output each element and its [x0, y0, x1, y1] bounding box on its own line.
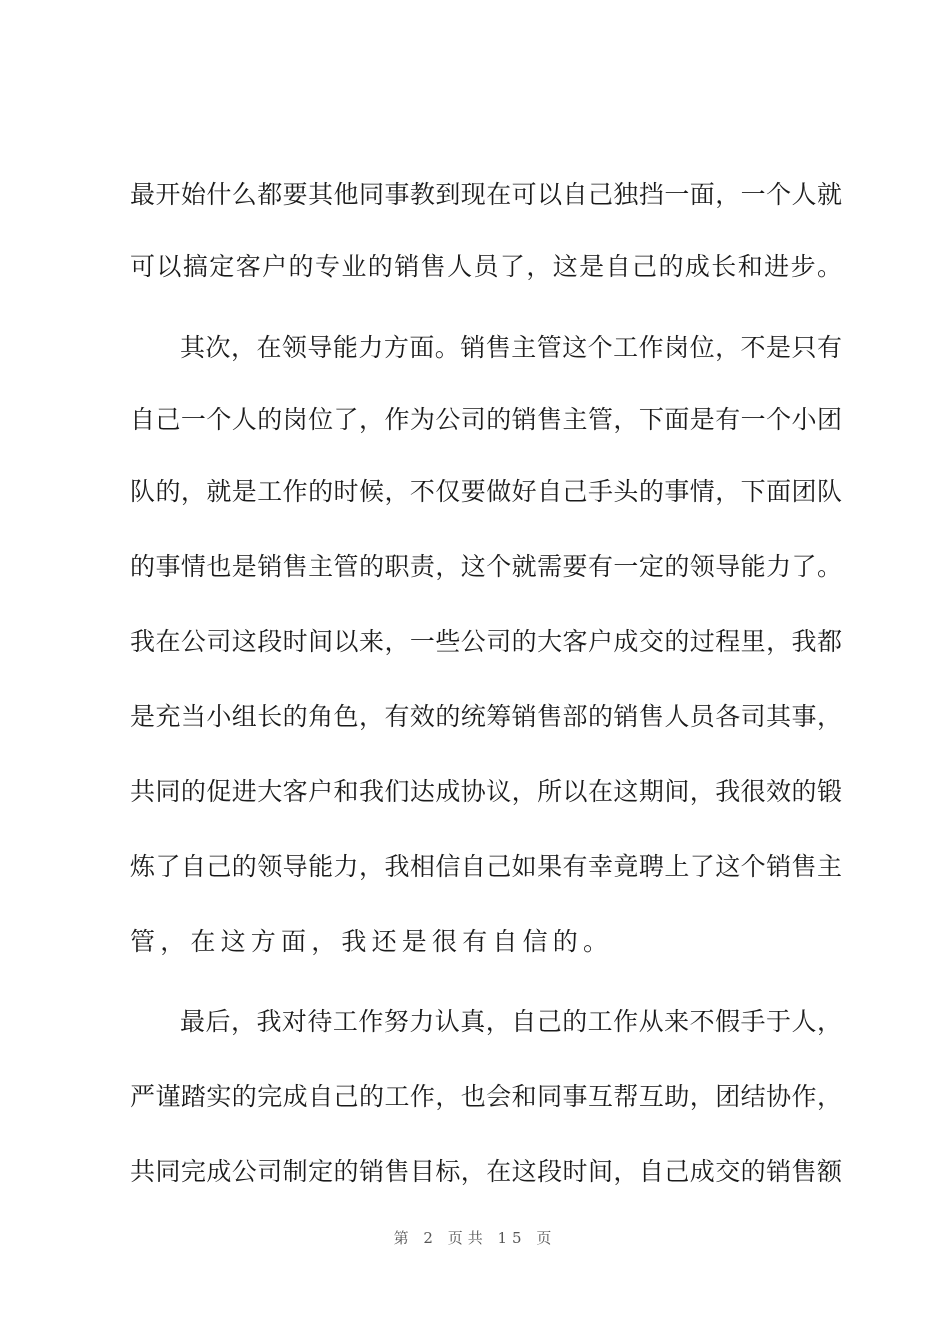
paragraph-line: 我在公司这段时间以来，一些公司的大客户成交的过程里，我都	[130, 627, 842, 656]
paragraph-line: 的事情也是销售主管的职责，这个就需要有一定的领导能力了。	[130, 552, 842, 581]
paragraph-line: 共同的促进大客户和我们达成协议，所以在这期间，我很效的锻	[130, 777, 842, 806]
paragraph-line: 是充当小组长的角色，有效的统筹销售部的销售人员各司其事，	[130, 702, 842, 731]
paragraph-line: 队的，就是工作的时候，不仅要做好自己手头的事情，下面团队	[130, 477, 842, 506]
page-footer: 第 2 页共 15 页	[393, 1229, 557, 1247]
paragraph-line: 炼了自己的领导能力，我相信自己如果有幸竟聘上了这个销售主	[130, 852, 842, 881]
paragraph-line: 管，在这方面，我还是很有自信的。	[130, 927, 614, 956]
paragraph-line: 最后，我对待工作努力认真，自己的工作从来不假手于人，	[180, 1007, 842, 1036]
paragraph-line: 最开始什么都要其他同事教到现在可以自己独挡一面，一个人就	[130, 180, 842, 209]
paragraph-line: 共同完成公司制定的销售目标，在这段时间，自己成交的销售额	[130, 1157, 842, 1186]
paragraph-line: 自己一个人的岗位了，作为公司的销售主管，下面是有一个小团	[130, 405, 842, 434]
paragraph-line: 严谨踏实的完成自己的工作，也会和同事互帮互助，团结协作，	[130, 1082, 842, 1111]
paragraph-line: 其次，在领导能力方面。销售主管这个工作岗位，不是只有	[180, 333, 842, 362]
paragraph-line: 可以搞定客户的专业的销售人员了，这是自己的成长和进步。	[130, 252, 842, 281]
